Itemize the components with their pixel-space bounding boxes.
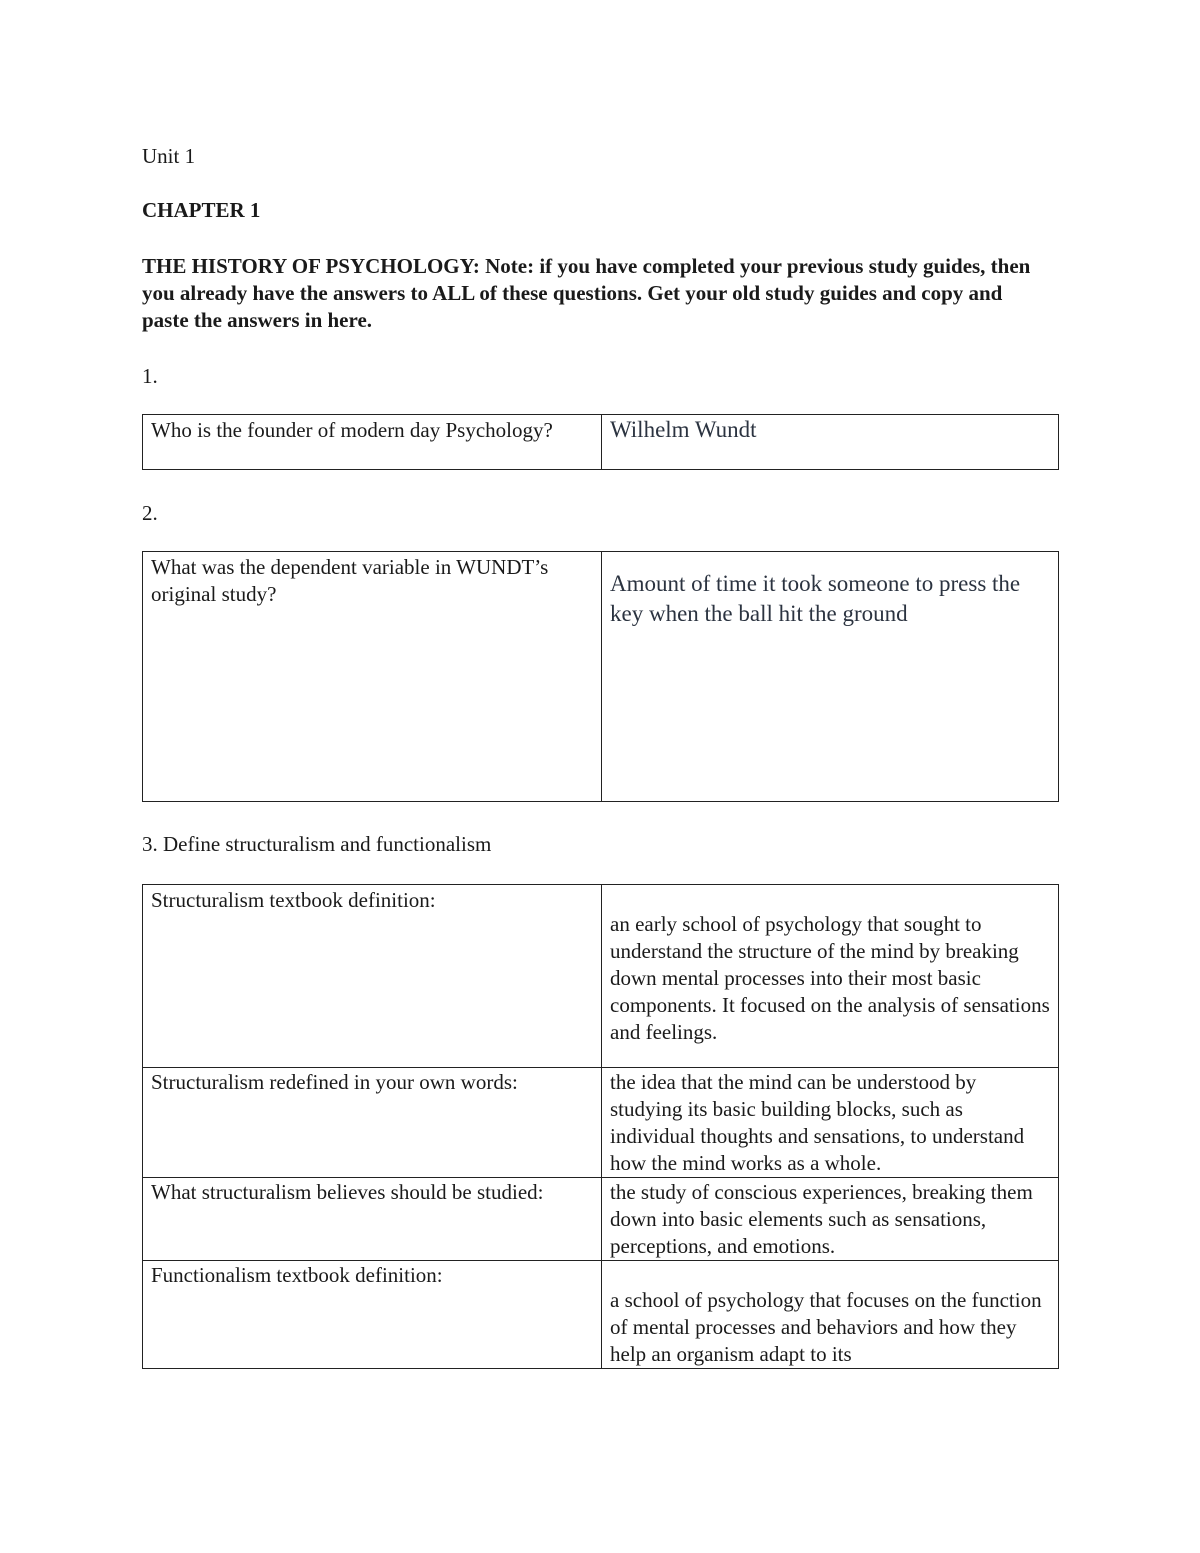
- table-row: [143, 885, 1059, 1068]
- intro-note: THE HISTORY OF PSYCHOLOGY: Note: if you have completed your previous study guides, then you already have the answers to ALL of these questions. Get your old study guides and copy and paste the answers in here.: [142, 254, 1031, 332]
- structuralism-own-words-label: Structuralism redefined in your own words:: [143, 1068, 602, 1178]
- table-row: [143, 1068, 1059, 1178]
- table-row: [143, 415, 1059, 470]
- structuralism-textbook-label: Structuralism textbook definition:: [143, 885, 602, 1068]
- question-2-answer[interactable]: Amount of time it took someone to press the key when the ball hit the ground: [602, 552, 1059, 802]
- question-3-heading: 3. Define structuralism and functionalism: [142, 832, 492, 856]
- functionalism-textbook-answer[interactable]: a school of psychology that focuses on the function of mental processes and behaviors and how they help an organism adapt to its: [602, 1261, 1059, 1369]
- functionalism-textbook-label: Functionalism textbook definition:: [143, 1261, 602, 1369]
- question-2-table: [142, 551, 1059, 802]
- question-1-number: 1.: [142, 364, 158, 388]
- structuralism-textbook-answer[interactable]: an early school of psychology that sought to understand the structure of the mind by breaking down mental processes into their most basic components. It focused on the analysis of sensations and feelings.: [602, 885, 1059, 1068]
- question-1-answer[interactable]: Wilhelm Wundt: [602, 415, 1059, 470]
- table-row: [143, 552, 1059, 802]
- unit-label: Unit 1: [142, 144, 196, 168]
- question-2-text: What was the dependent variable in WUNDT’s original study?: [143, 552, 602, 802]
- question-1-table: [142, 414, 1059, 470]
- structuralism-own-words-answer[interactable]: the idea that the mind can be understood by studying its basic building blocks, such as individual thoughts and sensations, to understand how the mind works as a whole.: [602, 1068, 1059, 1178]
- structuralism-studied-answer[interactable]: the study of conscious experiences, breaking them down into basic elements such as sensations, perceptions, and emotions.: [602, 1178, 1059, 1261]
- question-3-table: [142, 884, 1059, 1369]
- structuralism-studied-label: What structuralism believes should be studied:: [143, 1178, 602, 1261]
- table-row: [143, 1178, 1059, 1261]
- chapter-heading: CHAPTER 1: [142, 198, 261, 222]
- question-1-text: Who is the founder of modern day Psychology?: [143, 415, 602, 470]
- table-row: [143, 1261, 1059, 1369]
- question-2-number: 2.: [142, 501, 158, 525]
